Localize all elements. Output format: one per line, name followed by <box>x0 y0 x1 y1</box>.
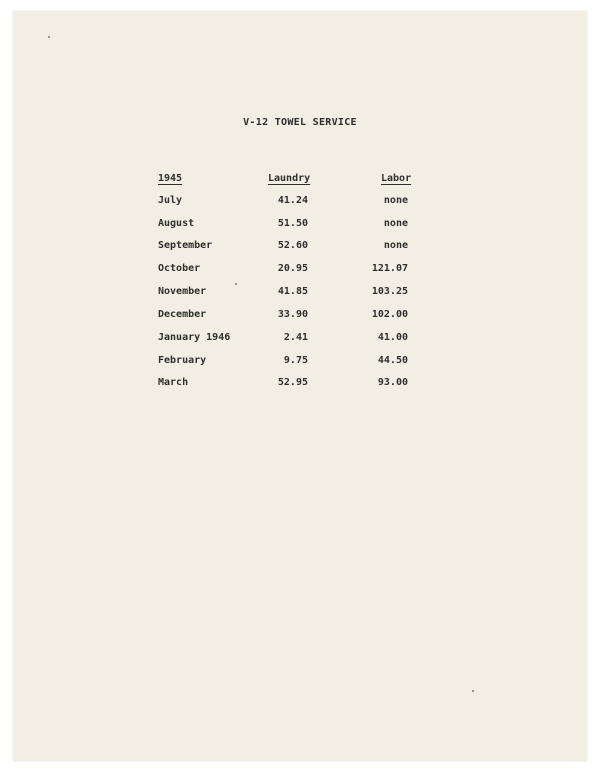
row-laundry: 52.60 <box>277 240 308 251</box>
paper-speck <box>472 690 474 692</box>
header-laundry: Laundry <box>268 173 311 184</box>
row-month: March <box>158 377 189 388</box>
row-labor: none <box>383 240 408 251</box>
row-month: January 1946 <box>158 332 231 343</box>
row-labor: 41.00 <box>377 332 408 343</box>
row-laundry: 2.41 <box>283 332 308 343</box>
row-laundry: 52.95 <box>277 377 308 388</box>
row-month: October <box>158 263 201 274</box>
row-labor: 93.00 <box>377 377 408 388</box>
paper-speck <box>48 36 50 38</box>
row-month: July <box>158 195 183 206</box>
row-month: February <box>158 355 207 366</box>
row-month: August <box>158 218 195 229</box>
document-title: V-12 TOWEL SERVICE <box>243 117 357 128</box>
row-labor: none <box>383 218 408 229</box>
row-laundry: 20.95 <box>277 263 308 274</box>
row-labor: none <box>383 195 408 206</box>
row-month: December <box>158 309 207 320</box>
row-labor: 102.00 <box>371 309 408 320</box>
paper-speck <box>235 283 237 285</box>
row-laundry: 51.50 <box>277 218 308 229</box>
header-labor: Labor <box>381 173 412 184</box>
header-year: 1945 <box>158 173 183 184</box>
row-laundry: 41.85 <box>277 286 308 297</box>
row-month: November <box>158 286 207 297</box>
row-labor: 121.07 <box>371 263 408 274</box>
row-laundry: 33.90 <box>277 309 308 320</box>
row-laundry: 41.24 <box>277 195 308 206</box>
row-labor: 44.50 <box>377 355 408 366</box>
row-laundry: 9.75 <box>283 355 308 366</box>
row-month: September <box>158 240 213 251</box>
row-labor: 103.25 <box>371 286 408 297</box>
